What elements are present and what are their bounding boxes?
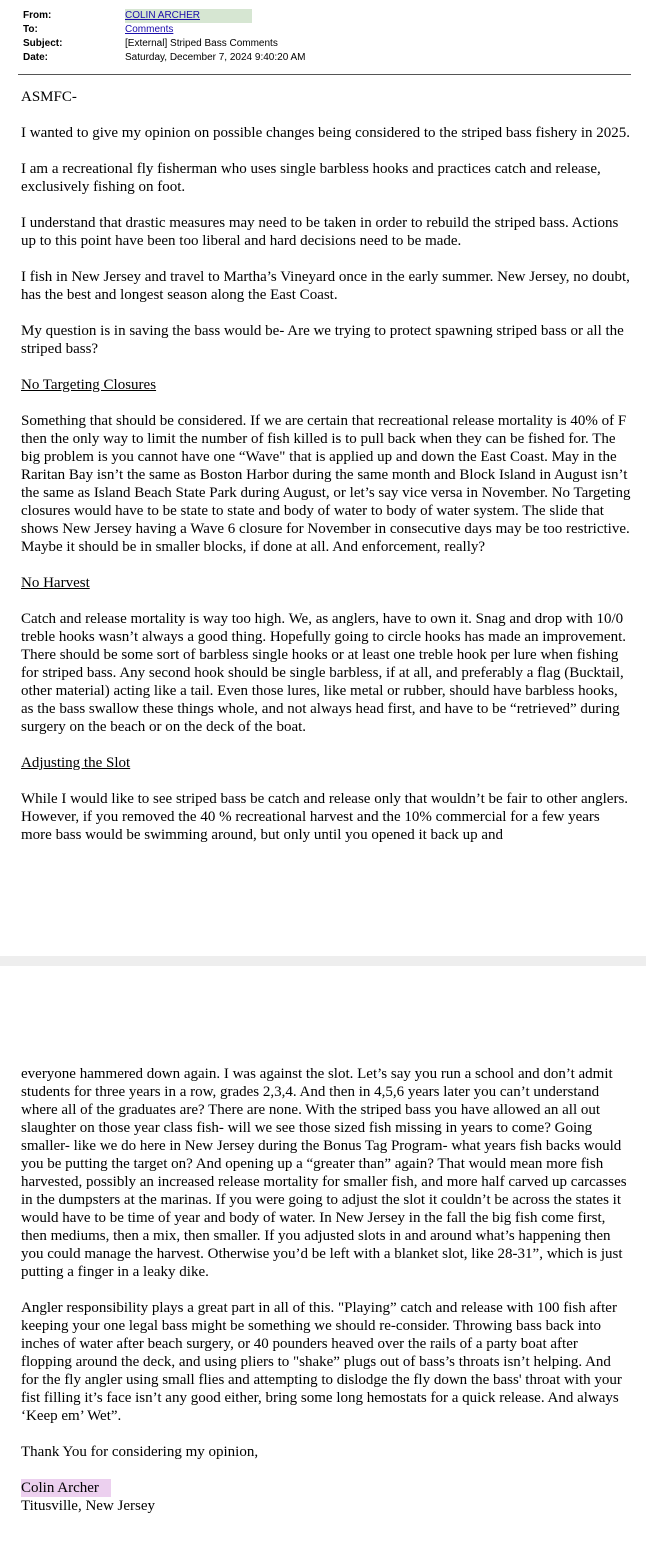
date-label: Date: xyxy=(23,52,49,63)
greeting: ASMFC- xyxy=(21,89,77,105)
page-separator xyxy=(0,956,646,966)
signature-location: Titusville, New Jersey xyxy=(21,1498,156,1514)
paragraph: I am a recreational fly fisherman who uses single barbless hooks and practices catch and release, exclusively fishing on foot. xyxy=(21,161,601,195)
section-heading: Adjusting the Slot xyxy=(21,755,131,771)
header-divider xyxy=(18,74,631,75)
paragraph: My question is in saving the bass would be- Are we trying to protect spawning striped bass or all the striped bass? xyxy=(21,323,624,357)
date-value: Saturday, December 7, 2024 9:40:20 AM xyxy=(125,52,306,63)
paragraph: Catch and release mortality is way too high. We, as anglers, have to own it. Snag and drop with 10/0 treble hooks wasn’t always a good thing. Hopefully going to circle hooks has made an improvement. There should be some sort of barbless single hooks or at least one treble hook per lure when fishing for striped bass. Any second hook should be single barbless, if at all, and preferably a flag (Bucktail, other material) acting like a tail. Even those lures, like metal or rubber, should have barbless hooks, as the bass swallow these things whole, and not always head first, and have to be “retrieved” during surgery on the beach or on the deck of the boat. xyxy=(21,611,627,735)
date-row xyxy=(23,51,631,65)
paragraph: Angler responsibility plays a great part in all of this. "Playing” catch and release with 100 fish after keeping your one legal bass might be something we should re-consider. Throwing bass back into inches of water after beach surgery, or 40 pounders heaved over the rails of a party boat after flopping around the deck, and using pliers to "shake” plugs out of bass’s throats isn’t helping. And for the fly angler using small flies and attempting to dislodge the fly down the bass' throat with your fist filling it’s face isn’t any good either, bring some long hemostats for a quick release. And always ‘Keep em’ Wet”. xyxy=(21,1300,622,1424)
email-body-part-2 xyxy=(21,1065,631,1515)
email-body-part-1 xyxy=(21,88,631,862)
section-heading: No Harvest xyxy=(21,575,90,591)
from-link[interactable]: COLIN ARCHER xyxy=(125,10,201,21)
from-label: From: xyxy=(23,10,52,21)
subject-row xyxy=(23,37,631,51)
paragraph: everyone hammered down again. I was against the slot. Let’s say you run a school and don’t admit students for three years in a row, grades 2,3,4. And then in 4,5,6 years later you can’t understand where all of the graduates are? There are none. With the striped bass you have allowed an all out slaughter on those year class fish- will we see those sized fish missing in years to come? Going smaller- like we do here in New Jersey during the Bonus Tag Program- what years fish backs would you be putting the target on? And opening up a “greater than” again? That would mean more fish harvested, possibly an increased release mortality for smaller fish, and more half carved up carcasses in the dumpsters at the marinas. If you were going to adjust the slot it couldn’t be across the states it would have to be time of year and body of water. In New Jersey in the fall the big fish come first, then mediums, then a mix, then smaller. If you adjusted slots in and around what’s happening then you could manage the harvest. Otherwise you’d be left with a blanket slot, like 28-31”, which is just putting a finger in a leaky dike. xyxy=(21,1066,627,1280)
subject-value: [External] Striped Bass Comments xyxy=(125,38,278,49)
subject-label: Subject: xyxy=(23,38,63,49)
to-link[interactable]: Comments xyxy=(125,24,174,35)
email-header xyxy=(23,9,631,65)
page-2 xyxy=(0,966,646,1546)
to-row xyxy=(23,23,631,37)
paragraph: I understand that drastic measures may need to be taken in order to rebuild the striped bass. Actions up to this point have been too liberal and hard decisions need to be made. xyxy=(21,215,619,249)
closing: Thank You for considering my opinion, xyxy=(21,1444,259,1460)
to-label: To: xyxy=(23,24,38,35)
paragraph: While I would like to see striped bass be catch and release only that wouldn’t be fair to other anglers. However, if you removed the 40 % recreational harvest and the 10% commercial for a few years more bass would be swimming around, but only until you opened it back up and xyxy=(21,791,629,843)
signature-name: Colin Archer xyxy=(21,1479,111,1497)
paragraph: I fish in New Jersey and travel to Martha’s Vineyard once in the early summer. New Jersey, no doubt, has the best and longest season along the East Coast. xyxy=(21,269,630,303)
section-heading: No Targeting Closures xyxy=(21,377,157,393)
signature xyxy=(21,1479,631,1515)
from-row xyxy=(23,9,631,23)
paragraph: I wanted to give my opinion on possible changes being considered to the striped bass fishery in 2025. xyxy=(21,125,631,141)
paragraph: Something that should be considered. If we are certain that recreational release mortality is 40% of F then the only way to limit the number of fish killed is to pull back when they can be fished for. The big problem is you cannot have one “Wave" that is applied up and down the East Coast. May in the Raritan Bay isn’t the same as Boston Harbor during the same month and Block Island in August isn’t the same as Island Beach State Park during August, or let’s say vice versa in November. No Targeting closures would have to be state to state and body of water to body of water system. The slide that shows New Jersey having a Wave 6 closure for November in consecutive days may be too restrictive. Maybe it should be in smaller blocks, if done at all. And enforcement, really? xyxy=(21,413,631,555)
